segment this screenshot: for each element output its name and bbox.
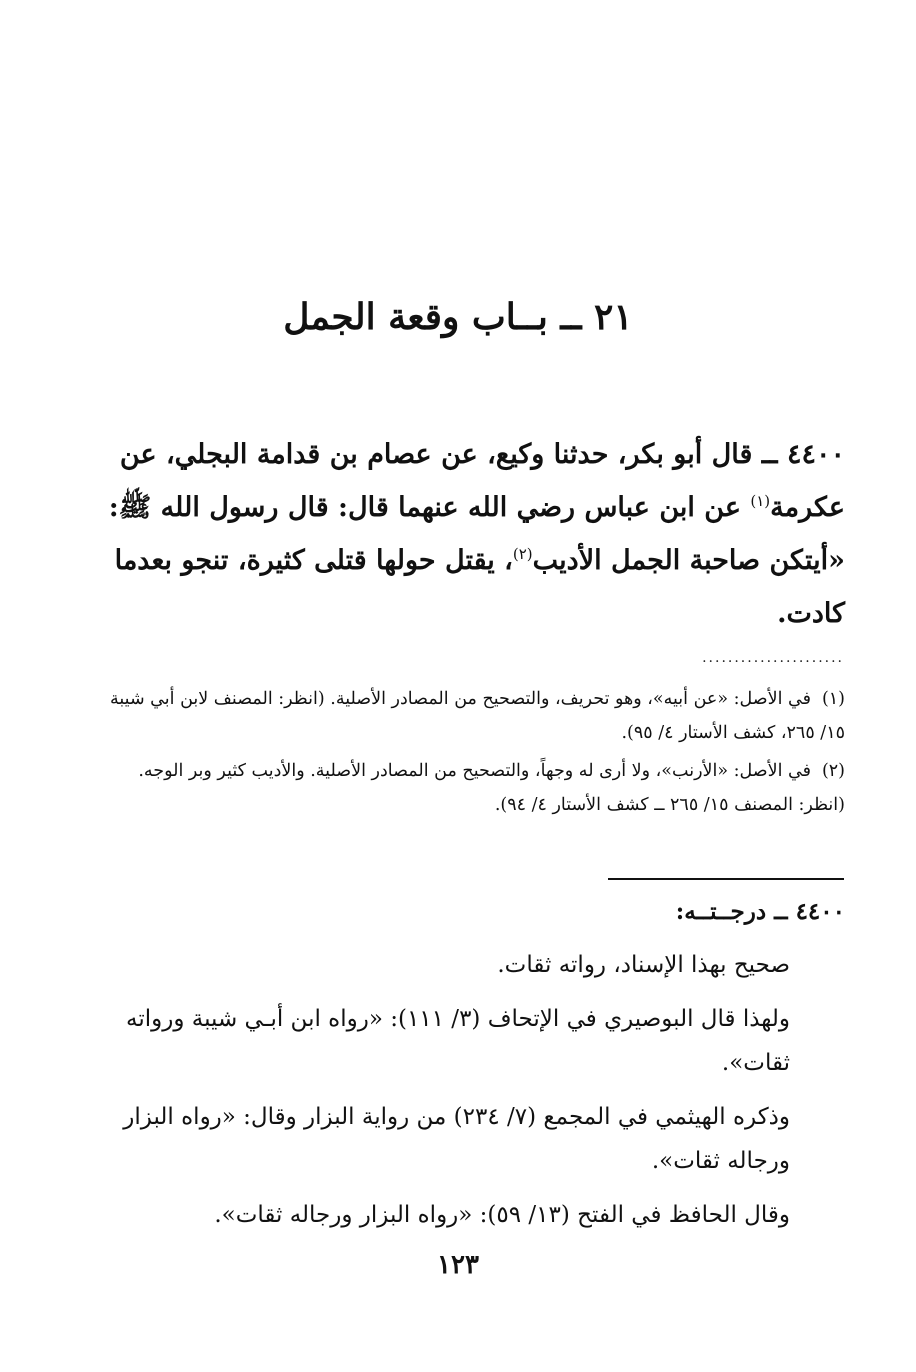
footnote-ref-2[interactable]: (٢)	[512, 545, 533, 563]
grade-section	[105, 893, 845, 1237]
chapter-title: ٢١ ــ بــاب وقعة الجمل	[283, 296, 633, 338]
page-number: ١٢٣	[437, 1250, 479, 1280]
grade-paragraph: وذكره الهيثمي في المجمع (٧/ ٢٣٤) من رواية البزار وقال: «رواه البزار ورجاله ثقات».	[123, 1104, 790, 1174]
section-divider	[608, 878, 844, 880]
footnote-text: في الأصل: «عن أبيه»، وهو تحريف، والتصحيح من المصادر الأصلية. (انظر: المصنف لابن أبي شيبة ١٥/ ٢٦٥، كشف الأستار ٤/ ٩٥).	[110, 689, 845, 743]
hadith-text-part-3: ، يقتل حولها قتلى كثيرة، تنجو بعدما كادت.	[114, 545, 845, 629]
footnote-text: في الأصل: «الأرنب»، ولا أرى له وجهاً، والتصحيح من المصادر الأصلية. والأديب كثير وبر الوجه. (انظر: المصنف ١٥/ ٢٦٥ ــ كشف الأستار ٤/ ٩٤).	[138, 761, 845, 815]
footnotes	[105, 682, 845, 826]
hadith-text-part-2: عن ابن عباس رضي الله عنهما قال: قال رسول الله ﷺ: «أيتكن صاحبة الجمل الأديب	[108, 492, 845, 576]
footnote-2	[105, 754, 845, 822]
hadith-text-part-1: ــ قال أبو بكر، حدثنا وكيع، عن عصام بن قدامة البجلي، عن عكرمة	[119, 439, 845, 523]
grade-paragraph: وقال الحافظ في الفتح (١٣/ ٥٩): «رواه البزار ورجاله ثقات».	[214, 1202, 790, 1228]
footnote-ref-1[interactable]: (١)	[750, 492, 771, 510]
footnote-mark: (١)	[821, 689, 845, 709]
footnote-1	[105, 682, 845, 750]
grade-paragraph: صحيح بهذا الإسناد، رواته ثقات.	[497, 952, 790, 978]
hadith-number: ٤٤٠٠	[786, 439, 845, 470]
footnote-separator: ......................	[702, 650, 844, 666]
hadith-text	[100, 428, 845, 640]
footnote-mark: (٢)	[821, 761, 845, 781]
grade-heading: ٤٤٠٠ ــ درجــتــه:	[675, 898, 845, 925]
grade-paragraph: ولهذا قال البوصيري في الإتحاف (٣/ ١١١): «رواه ابن أبـي شيبة ورواته ثقات».	[126, 1006, 790, 1076]
